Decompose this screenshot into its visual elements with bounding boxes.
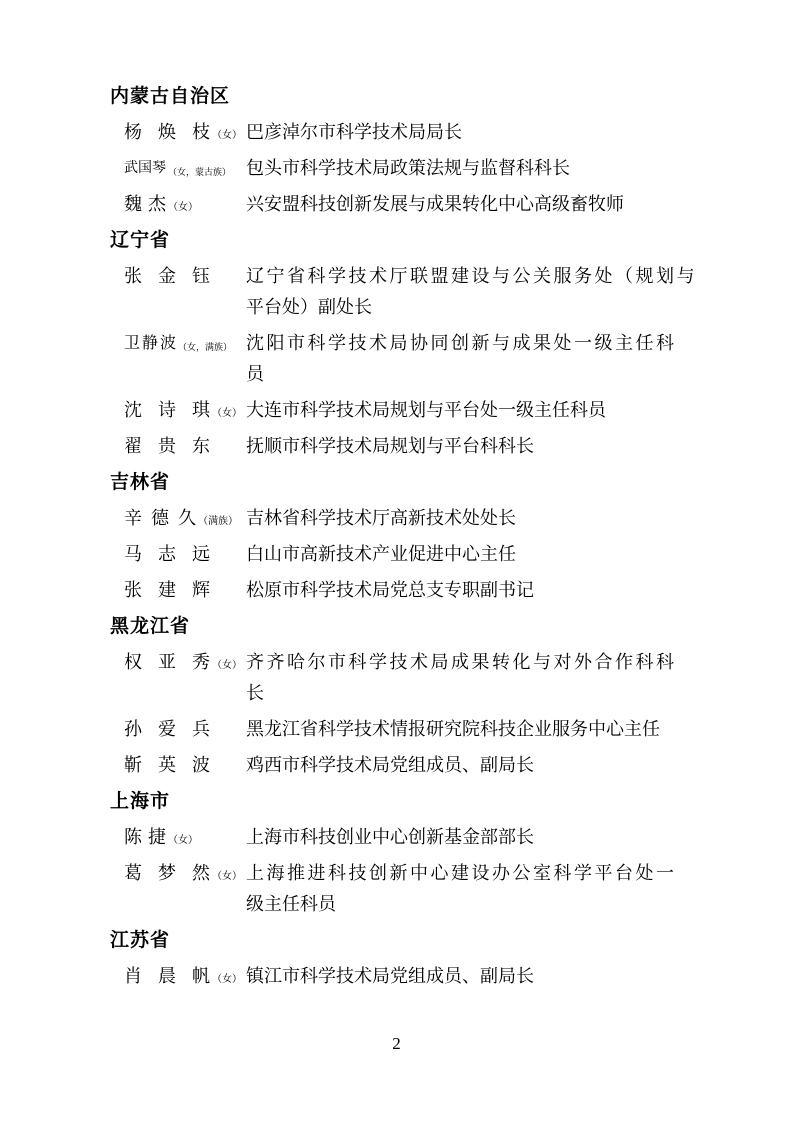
name-annotation: （女） — [212, 130, 242, 141]
entry-name: 肖晨帆 — [124, 966, 210, 986]
entry-name: 卫静波 — [124, 335, 176, 352]
region-section — [110, 467, 704, 606]
title-line: 白山市高新技术产业促进中心主任 — [246, 544, 516, 564]
person-entry — [124, 189, 704, 220]
region-heading: 江苏省 — [110, 930, 171, 951]
title-line: 员 — [246, 364, 264, 384]
entry-name-cell — [124, 858, 246, 889]
title-line: 平台处）副处长 — [246, 297, 372, 317]
entry-name: 张金钰 — [124, 266, 210, 286]
section-entries — [110, 647, 704, 781]
entry-name-cell — [124, 503, 246, 534]
region-heading: 黑龙江省 — [110, 616, 191, 637]
entry-name-cell — [124, 961, 246, 992]
entry-title — [246, 858, 704, 920]
entry-name-cell — [124, 431, 246, 462]
title-line: 大连市科学技术局规划与平台处一级主任科员 — [246, 400, 606, 420]
entry-title — [246, 822, 704, 853]
entry-title — [246, 714, 704, 745]
person-entry — [124, 647, 704, 709]
person-entry — [124, 261, 704, 323]
name-annotation: （女） — [212, 974, 242, 985]
person-entry — [124, 503, 704, 534]
entry-name-cell — [124, 822, 246, 853]
title-line: 沈阳市科学技术局协同创新与成果处一级主任科 — [246, 333, 677, 353]
region-section — [110, 81, 704, 220]
title-line: 包头市科学技术局政策法规与监督科科长 — [246, 158, 570, 178]
title-line: 齐齐哈尔市科学技术局成果转化与对外合作科科 — [246, 652, 677, 672]
region-heading: 吉林省 — [110, 472, 171, 493]
section-entries — [110, 822, 704, 920]
entry-title — [246, 328, 704, 390]
title-line: 长 — [246, 683, 264, 703]
title-line: 上海市科技创业中心创新基金部部长 — [246, 827, 534, 847]
region-heading: 辽宁省 — [110, 230, 171, 251]
entry-name: 辛德久 — [124, 508, 196, 528]
person-entry — [124, 153, 704, 184]
entry-title — [246, 575, 704, 606]
title-line: 辽宁省科学技术厅联盟建设与公关服务处（规划与 — [246, 266, 697, 286]
person-entry — [124, 328, 704, 390]
entry-name: 靳英波 — [124, 755, 210, 775]
entry-name-cell — [124, 395, 246, 426]
section-entries — [110, 503, 704, 606]
entry-name: 陈捷 — [124, 827, 166, 847]
entry-name: 武国琴 — [124, 161, 166, 176]
person-entry — [124, 750, 704, 781]
entry-name: 沈诗琪 — [124, 400, 210, 420]
entry-name-cell — [124, 750, 246, 781]
entry-name-cell — [124, 189, 246, 220]
entry-name-cell — [124, 117, 246, 148]
name-annotation: （女，满族） — [178, 342, 233, 352]
title-line: 镇江市科学技术局党组成员、副局长 — [246, 966, 534, 986]
section-entries — [110, 117, 704, 220]
person-entry — [124, 431, 704, 462]
name-annotation: （女） — [168, 835, 198, 846]
name-annotation: （女） — [212, 660, 242, 671]
region-section — [110, 786, 704, 920]
entry-name: 杨焕枝 — [124, 122, 210, 142]
entry-name: 孙爱兵 — [124, 719, 210, 739]
document-content — [110, 0, 704, 997]
entry-name-cell — [124, 328, 246, 359]
title-line: 级主任科员 — [246, 894, 336, 914]
person-entry — [124, 822, 704, 853]
entry-title — [246, 539, 704, 570]
title-line: 松原市科学技术局党总支专职副书记 — [246, 580, 534, 600]
region-section — [110, 925, 704, 992]
person-entry — [124, 575, 704, 606]
name-annotation: （满族） — [198, 516, 238, 527]
entry-title — [246, 261, 704, 323]
title-line: 黑龙江省科学技术情报研究院科技企业服务中心主任 — [246, 719, 660, 739]
person-entry — [124, 117, 704, 148]
entry-name: 张建辉 — [124, 580, 210, 600]
title-line: 巴彦淖尔市科学技术局局长 — [246, 122, 462, 142]
entry-name-cell — [124, 261, 246, 292]
title-line: 吉林省科学技术厅高新技术处处长 — [246, 508, 516, 528]
name-annotation: （女） — [212, 408, 242, 419]
person-entry — [124, 395, 704, 426]
entry-name-cell — [124, 575, 246, 606]
entry-name-cell — [124, 647, 246, 678]
entry-title — [246, 117, 704, 148]
entry-title — [246, 750, 704, 781]
entry-name: 魏杰 — [124, 194, 166, 214]
name-annotation: （女） — [168, 202, 198, 213]
entry-name: 权亚秀 — [124, 652, 210, 672]
region-section — [110, 611, 704, 781]
entry-name-cell — [124, 153, 246, 184]
entry-name: 翟贵东 — [124, 436, 210, 456]
section-entries — [110, 961, 704, 992]
region-heading: 上海市 — [110, 791, 171, 812]
entry-title — [246, 395, 704, 426]
section-entries — [110, 261, 704, 462]
person-entry — [124, 858, 704, 920]
title-line: 兴安盟科技创新发展与成果转化中心高级畜牧师 — [246, 194, 624, 214]
entry-name-cell — [124, 714, 246, 745]
entry-name-cell — [124, 539, 246, 570]
entry-title — [246, 647, 704, 709]
region-section — [110, 225, 704, 462]
entry-title — [246, 153, 704, 184]
entry-name: 葛梦然 — [124, 863, 210, 883]
name-annotation: （女） — [212, 871, 242, 882]
entry-title — [246, 961, 704, 992]
entry-name: 马志远 — [124, 544, 210, 564]
entry-title — [246, 503, 704, 534]
page-number: 2 — [392, 1034, 401, 1053]
entry-title — [246, 189, 704, 220]
person-entry — [124, 961, 704, 992]
title-line: 鸡西市科学技术局党组成员、副局长 — [246, 755, 534, 775]
title-line: 抚顺市科学技术局规划与平台科科长 — [246, 436, 534, 456]
name-annotation: （女，蒙古族） — [168, 167, 232, 177]
person-entry — [124, 539, 704, 570]
entry-title — [246, 431, 704, 462]
title-line: 上海推进科技创新中心建设办公室科学平台处一 — [246, 863, 677, 883]
person-entry — [124, 714, 704, 745]
region-heading: 内蒙古自治区 — [110, 86, 231, 107]
